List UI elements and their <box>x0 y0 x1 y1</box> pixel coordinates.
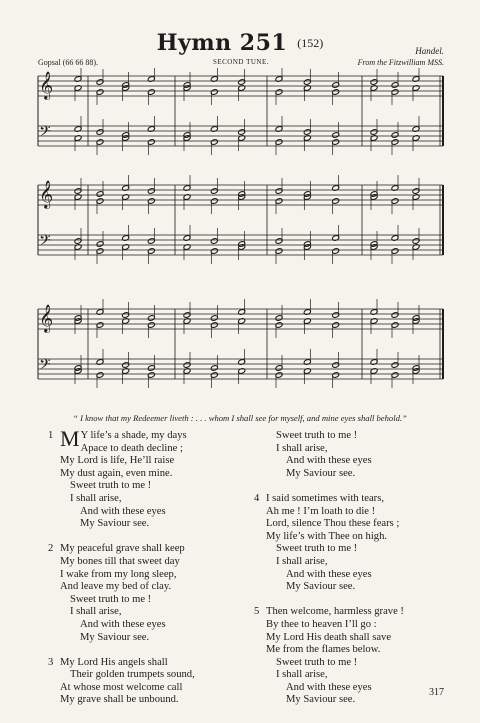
stanza-line: Sweet truth to me ! <box>276 656 358 668</box>
stanza-line: And with these eyes <box>80 505 166 517</box>
stanza-line: My Lord His death shall save <box>266 631 392 643</box>
composer: Handel. <box>415 46 444 56</box>
stanza-line: Sweet truth to me ! <box>276 543 358 555</box>
epigraph: “ I know that my Redeemer liveth : . . . whom I shall see for myself, and mine eyes shall behold.” <box>73 413 407 423</box>
stanza-3 <box>48 656 250 707</box>
stanza-line: My grave shall be unbound. <box>60 694 179 706</box>
treble-clef-icon: 𝄞 <box>39 180 54 208</box>
stanza-line: My life’s with Thee on high. <box>266 530 388 542</box>
treble-clef-icon: 𝄞 <box>39 304 54 332</box>
tune-source: From the Fitzwilliam MSS. <box>357 58 444 67</box>
bass-clef-icon: 𝄢 <box>39 123 51 144</box>
stanza-4 <box>254 492 456 594</box>
lyrics-column-left <box>48 426 250 720</box>
stanza-first-line: Y life’s a shade, my days <box>80 430 187 441</box>
hymn-title <box>0 30 480 56</box>
stanza-line: And with these eyes <box>286 455 372 467</box>
stanza-number: 1 <box>48 430 54 441</box>
stanza-line: I shall arise, <box>276 555 328 567</box>
stanza-number: 5 <box>254 606 260 618</box>
stanza-line: Then welcome, harmless grave ! <box>266 606 404 618</box>
stanza-line: By thee to heaven I’ll go : <box>266 618 377 630</box>
music-score <box>0 68 480 408</box>
stanza-line: Me from the flames below. <box>266 644 381 656</box>
treble-clef-icon: 𝄞 <box>39 71 54 99</box>
stanza-number: 4 <box>254 492 260 504</box>
stanza-line: Sweet truth to me ! <box>276 430 358 441</box>
stanza-line: Their golden trumpets sound, <box>70 669 195 681</box>
stanza-line: I shall arise, <box>276 442 328 454</box>
stanza-line: My Saviour see. <box>286 694 356 706</box>
stanza-line: Apace to death decline ; <box>80 442 183 454</box>
stanza-number: 2 <box>48 543 54 555</box>
stanza-line: And with these eyes <box>286 568 372 580</box>
stanza-line: My Lord is life, He’ll raise <box>60 455 175 467</box>
stanza-number: 3 <box>48 656 54 668</box>
tune-name: Gopsal (66 66 88). <box>38 58 98 67</box>
drop-cap: M <box>60 426 80 451</box>
bass-clef-icon: 𝄢 <box>39 232 51 253</box>
stanza-line: Lord, silence Thou these fears ; <box>266 518 400 530</box>
stanza-line: At whose most welcome call <box>60 681 183 693</box>
stanza-line: My bones till that sweet day <box>60 555 180 567</box>
stanza-line: My Saviour see. <box>80 518 150 530</box>
stanza-2 <box>48 543 250 644</box>
stanza-line: Ah me ! I’m loath to die ! <box>266 505 376 517</box>
stanza-line: My Saviour see. <box>80 631 150 643</box>
stanza-line: My Lord His angels shall <box>60 656 168 668</box>
stanza-line: Sweet truth to me ! <box>70 593 152 605</box>
stanza-line: I said sometimes with tears, <box>266 492 384 504</box>
stanza-5 <box>254 606 456 707</box>
stanza-line: I shall arise, <box>70 492 122 504</box>
stanza-line: My Saviour see. <box>286 581 356 593</box>
stanza-line: My peaceful grave shall keep <box>60 543 185 555</box>
second-tune-label: SECOND TUNE. <box>212 58 270 66</box>
lyrics-column-right <box>254 430 456 720</box>
hymn-title-text: Hymn 251 <box>156 30 288 56</box>
stanza-line: And with these eyes <box>286 681 372 693</box>
stanza-1 <box>48 426 250 531</box>
bass-clef-icon: 𝄢 <box>39 356 51 377</box>
stanza-line: And with these eyes <box>80 618 166 630</box>
stanza-line: I shall arise, <box>276 669 328 681</box>
hymn-reference: (152) <box>297 36 324 50</box>
stanza-line: And leave my bed of clay. <box>60 581 172 593</box>
stanza-line: I wake from my long sleep, <box>60 568 177 580</box>
stanza-line: My dust again, even mine. <box>60 467 173 479</box>
stanza-3-continued <box>266 430 456 480</box>
stanza-line: Sweet truth to me ! <box>70 480 152 492</box>
page-number: 317 <box>429 687 444 698</box>
stanza-line: I shall arise, <box>70 606 122 618</box>
stanza-line: My Saviour see. <box>286 467 356 479</box>
